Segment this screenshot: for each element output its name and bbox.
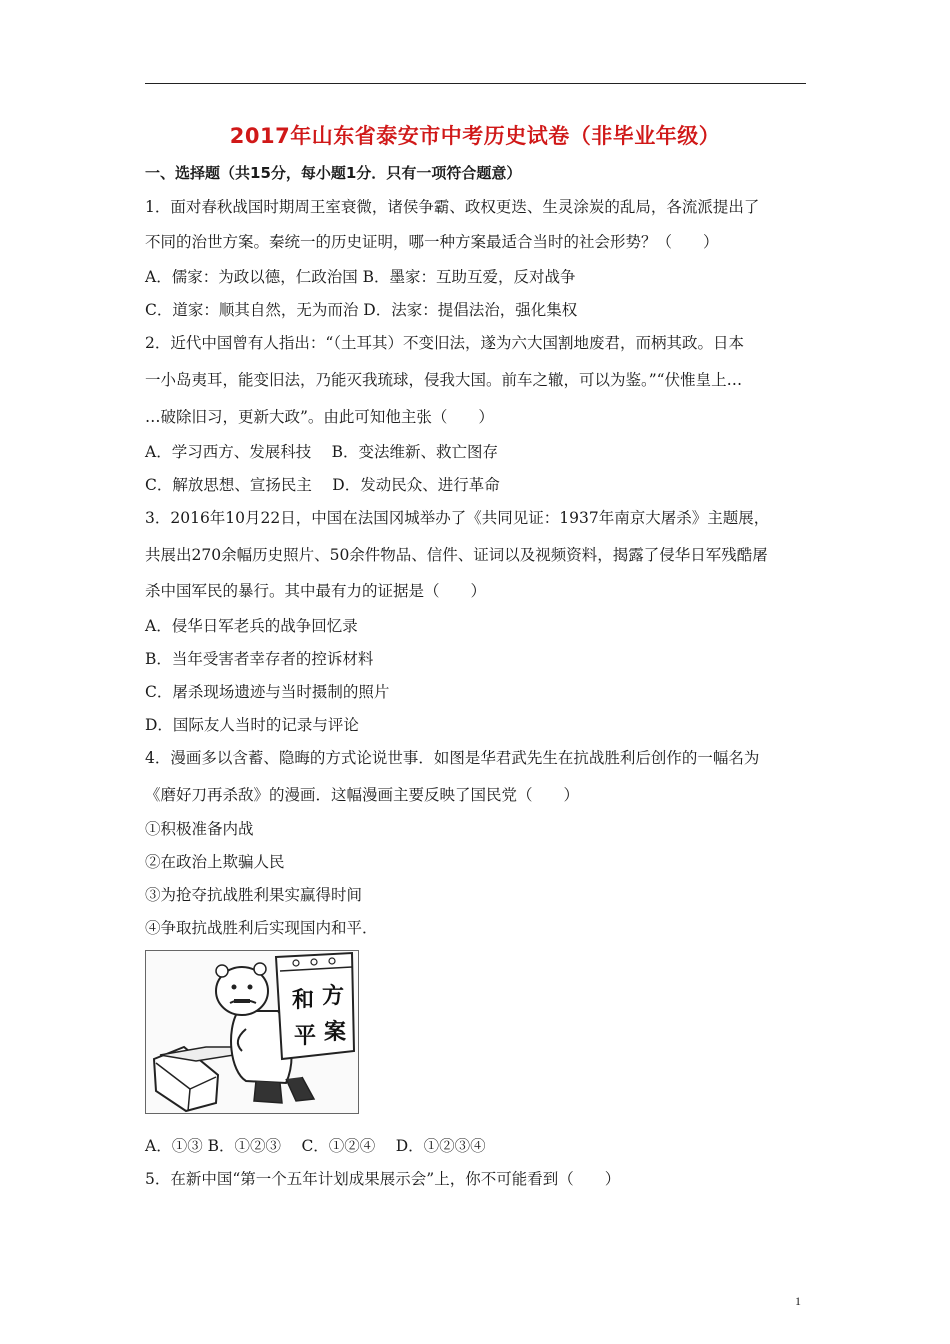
- question-line: 4．漫画多以含蓄、隐晦的方式论说世事．如图是华君武先生在抗战胜利后创作的一幅名为: [145, 749, 760, 767]
- question-line: 5．在新中国“第一个五年计划成果展示会”上，你不可能看到（ ）: [145, 1170, 621, 1188]
- option-line: A．侵华日军老兵的战争回忆录: [145, 617, 358, 635]
- statement-line: ④争取抗战胜利后实现国内和平．: [145, 919, 378, 937]
- option-line: D．国际友人当时的记录与评论: [145, 716, 359, 734]
- question-line: 杀中国军民的暴行。其中最有力的证据是（ ）: [145, 582, 487, 600]
- section-heading: 一、选择题（共15分，每小题1分．只有一项符合题意）: [145, 164, 522, 182]
- page-title: 2017年山东省泰安市中考历史试卷（非毕业年级）: [229, 124, 721, 148]
- cartoon-illustration-icon: [145, 950, 359, 1114]
- question-line: 《磨好刀再杀敌》的漫画．这幅漫画主要反映了国民党（ ）: [145, 786, 580, 804]
- statement-line: ②在政治上欺骗人民: [145, 853, 285, 871]
- statement-line: ③为抢夺抗战胜利果实赢得时间: [145, 886, 363, 904]
- question-line: 1．面对春秋战国时期周王室衰微，诸侯争霸、政权更迭、生灵涂炭的乱局，各流派提出了: [145, 198, 760, 216]
- option-line: A．学习西方、发展科技 B．变法维新、救亡图存: [145, 443, 499, 461]
- sign-char-3: 平: [294, 1023, 317, 1049]
- header-rule: [145, 83, 806, 84]
- question-line: …破除旧习，更新大政”。由此可知他主张（ ）: [145, 408, 494, 426]
- sign-char-2: 方: [322, 983, 345, 1009]
- sign-char-1: 和: [292, 987, 315, 1013]
- question-line: 不同的治世方案。秦统一的历史证明，哪一种方案最适合当时的社会形势？（ ）: [145, 233, 719, 251]
- option-line: A．①③ B．①②③ C．①②④ D．①②③④: [145, 1137, 486, 1155]
- option-line: A．儒家：为政以德，仁政治国 B．墨家：互助互爱，反对战争: [145, 268, 576, 286]
- question-line: 3．2016年10月22日，中国在法国冈城举办了《共同见证：1937年南京大屠杀》主题展，: [145, 509, 770, 527]
- question-line: 2．近代中国曾有人指出：“（土耳其）不变旧法，遂为六大国割地废君，而柄其政。日本: [145, 334, 745, 352]
- option-line: B．当年受害者幸存者的控诉材料: [145, 650, 374, 668]
- sign-char-4: 案: [324, 1019, 347, 1045]
- option-line: C．解放思想、宣扬民主 D．发动民众、进行革命: [145, 476, 500, 494]
- statement-line: ①积极准备内战: [145, 820, 254, 838]
- page-number: 1: [795, 1294, 801, 1308]
- option-line: C．屠杀现场遗迹与当时摄制的照片: [145, 683, 390, 701]
- option-line: C．道家：顺其自然，无为而治 D．法家：提倡法治，强化集权: [145, 301, 578, 319]
- question-line: 共展出270余幅历史照片、50余件物品、信件、证词以及视频资料，揭露了侵华日军残酷屠: [145, 546, 768, 564]
- question-line: 一小岛夷耳，能变旧法，乃能灭我琉球，侵我大国。前车之辙，可以为鉴。”“伏惟皇上…: [145, 371, 743, 389]
